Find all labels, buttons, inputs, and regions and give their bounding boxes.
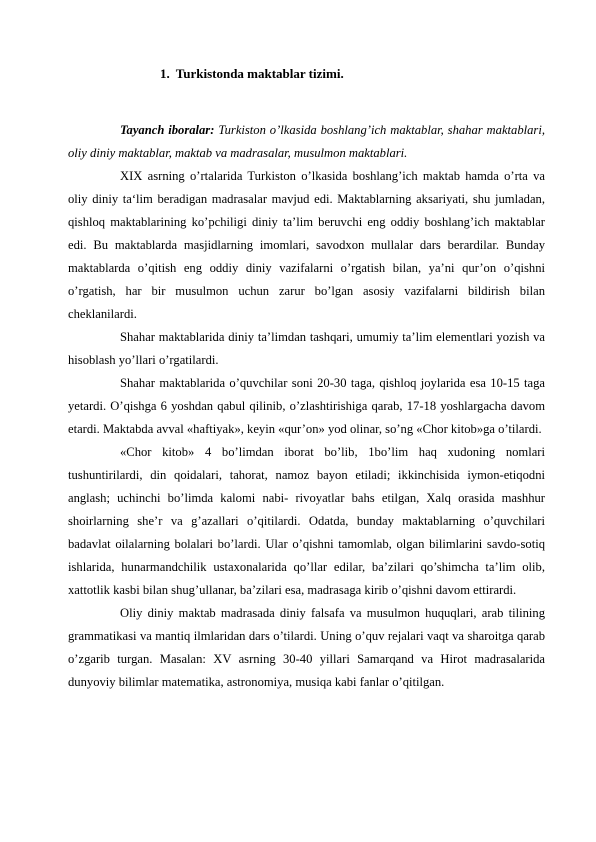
paragraph: Oliy diniy maktab madrasada diniy falsafa va musulmon huquqlari, arab tilining grammatikasi va mantiq ilmlaridan dars o’tilardi. Uning o’quv rejalari vaqt va sharoitga qarab o’zgarib turgan. Masalan: XV asrning 30-40 yillari Samarqand va Hirot madrasalarida dunyoviy bilimlar matematika, astronomiya, musiqa kabi fanlar o’qitilgan. xyxy=(68,606,545,689)
paragraph: «Chor kitob» 4 bo’limdan iborat bo’lib, 1bo’lim haq xudoning nomlari tushuntirilardi, din qoidalari, tahorat, namoz bayon etiladi; ikkinchisida iymon-etiqodni anglash; uchinchi bo’limda kalomi nabi- rivoyatlar bahs etilgan, Xalq orasida mashhur shoirlarning she’r va g’azallari o’qitilardi. Odatda, bunday maktablarning o’quvchilari badavlat oilalarning bolalari bo’lardi. Ular o’qishni tamomlab, olgan bilimlarini savdo-sotiq ishlarida, hunarmandchilik ustaxonalarida qo’llar edilar, ba’zilari qo’shimcha ta’lim olib, xattotlik kasbi bilan shug’ullanar, ba’zilari esa, madrasaga kirib o’qishni davom ettirardi. xyxy=(68,445,545,597)
paragraph: XIX asrning o’rtalarida Turkiston o’lkasida boshlang’ich maktab hamda o’rta va oliy diniy ta‘lim beradigan madrasalar mavjud edi. Maktablarning aksariyati, shu jumladan, qishloq maktablarining ko’pchiligi diniy ta’lim beruvchi eng oddiy boshlang’ich maktablar edi. Bu maktablarda masjidlarning imomlari, savodxon mullalar dars berardilar. Bunday maktablarda o’qitish eng oddiy diniy vazifalarni o’rgatish bilan, ya’ni qur’on o’qishni o’rgatish, har bir musulmon uchun zarur bo’lgan asosiy vazifalarni bildirish bilan cheklanilardi. xyxy=(68,169,545,321)
section-heading xyxy=(160,66,344,82)
paragraph: Shahar maktablarida diniy ta’limdan tashqari, umumiy ta’lim elementlari yozish va hisoblash yo’llari o’rgatilardi. xyxy=(68,330,545,367)
keywords-text: Turkiston o’lkasida boshlang’ich maktablar, shahar maktablari, oliy diniy maktablar, maktab va madrasalar, musulmon maktablari. xyxy=(68,123,545,160)
keywords-paragraph xyxy=(68,119,545,165)
section-title: Turkistonda maktablar tizimi. xyxy=(175,66,344,81)
document-body xyxy=(68,119,545,694)
paragraph: Shahar maktablarida o’quvchilar soni 20-30 taga, qishloq joylarida esa 10-15 taga yetardi. O’qishga 6 yoshdan qabul qilinib, o’zlashtirishiga qarab, 17-18 yoshlargacha davom etardi. Maktabda avval «haftiyak», keyin «qur’on» yod olinar, so’ng «Chor kitob»ga o’tilardi. xyxy=(68,376,545,436)
keywords-label: Tayanch iboralar: xyxy=(120,123,215,137)
section-number: 1. xyxy=(160,66,170,81)
